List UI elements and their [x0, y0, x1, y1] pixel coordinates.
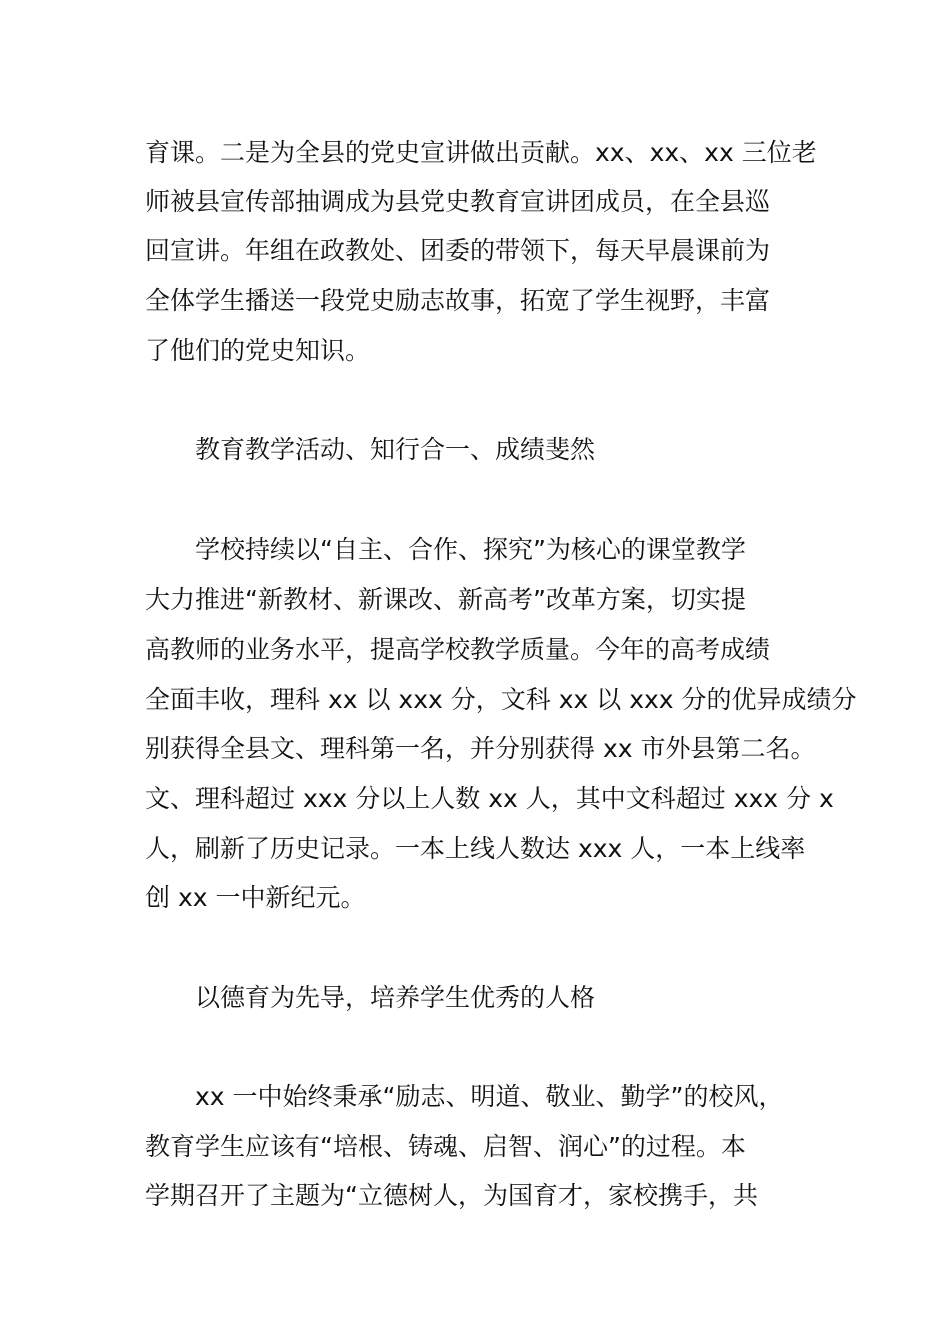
paragraph-line: 教育学生应该有“培根、铸魂、启智、润心”的过程。本: [145, 1132, 746, 1161]
paragraph-line: 别获得全县文、理科第一名，并分别获得 xx 市外县第二名。: [145, 734, 816, 763]
paragraph-line: 全面丰收，理科 xx 以 xxx 分，文科 xx 以 xxx 分的优异成绩分: [145, 685, 857, 714]
paragraph-line: 育课。二是为全县的党史宣讲做出贡献。xx、xx、xx 三位老: [145, 138, 817, 167]
paragraph-line: 学期召开了主题为“立德树人，为国育才，家校携手，共: [145, 1181, 758, 1210]
paragraph-line: 创 xx 一中新纪元。: [145, 883, 366, 912]
paragraph-line: 全体学生播送一段党史励志故事，拓宽了学生视野，丰富: [145, 286, 771, 315]
paragraph-line: 大力推进“新教材、新课改、新高考”改革方案，切实提: [145, 585, 746, 614]
paragraph-line: 回宣讲。年组在政教处、团委的带领下，每天早晨课前为: [145, 236, 771, 265]
paragraph-line: 师被县宣传部抽调成为县党史教育宣讲团成员，在全县巡: [145, 187, 771, 216]
paragraph-line: 高教师的业务水平，提高学校教学质量。今年的高考成绩: [145, 635, 771, 664]
section-heading: 以德育为先导，培养学生优秀的人格: [195, 983, 596, 1012]
paragraph-line: 了他们的党史知识。: [145, 336, 371, 365]
paragraph-line: 学校持续以“自主、合作、探究”为核心的课堂教学: [195, 535, 746, 564]
paragraph-line: 文、理科超过 xxx 分以上人数 xx 人，其中文科超过 xxx 分 x: [145, 784, 834, 813]
section-heading: 教育教学活动、知行合一、成绩斐然: [195, 435, 596, 464]
paragraph-line: 人，刷新了历史记录。一本上线人数达 xxx 人，一本上线率: [145, 834, 806, 863]
paragraph-line: xx 一中始终秉承“励志、明道、敬业、勤学”的校风，: [195, 1082, 784, 1111]
